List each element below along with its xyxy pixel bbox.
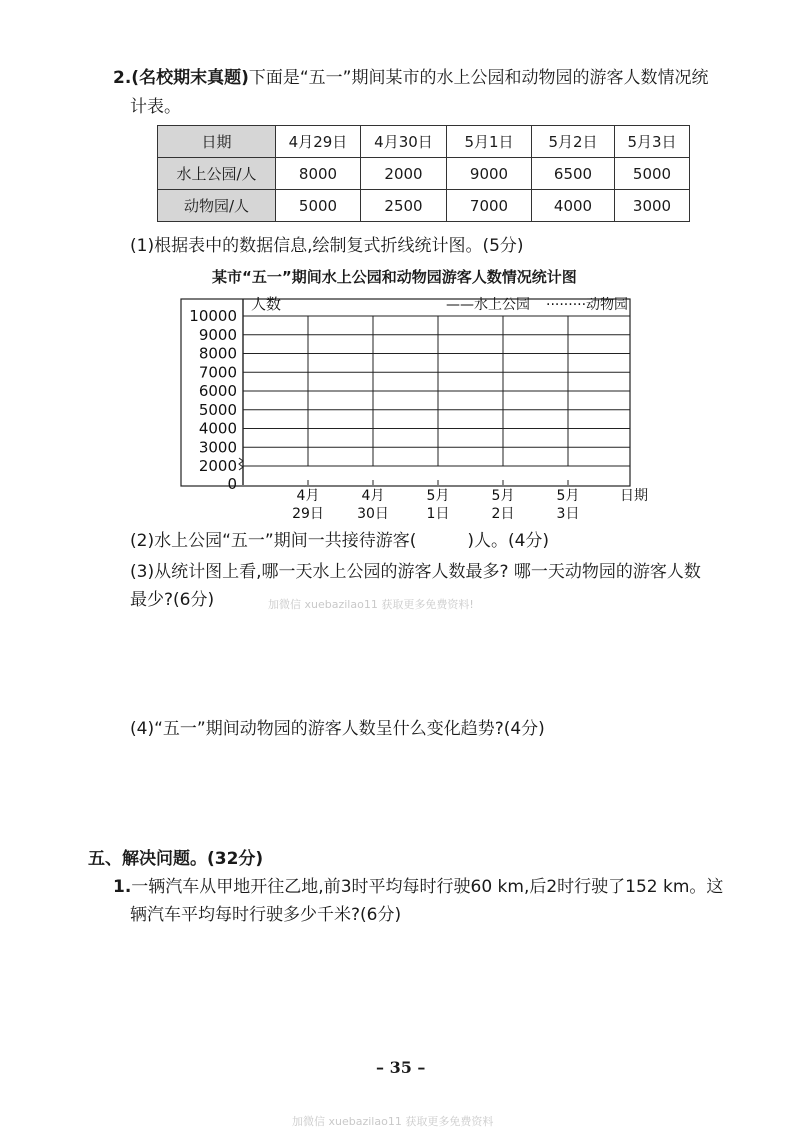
sub-question-1: (1)根据表中的数据信息,绘制复式折线统计图。(5分) bbox=[130, 236, 524, 256]
x-tick-label: 5月 bbox=[426, 488, 450, 504]
table-header-cell: 5月1日 bbox=[447, 126, 532, 158]
question-intro-line-2: 计表。 bbox=[130, 97, 181, 117]
table-cell: 3000 bbox=[615, 190, 690, 222]
watermark-footer: 加微信 xuebazilao11 获取更多免费资料 bbox=[292, 1115, 494, 1128]
chart-frame bbox=[181, 299, 630, 486]
sub-question-3-line-1: (3)从统计图上看,哪一天水上公园的游客人数最多? 哪一天动物园的游客人数 bbox=[130, 562, 701, 582]
x-tick-label: 3日 bbox=[556, 506, 580, 522]
y-tick-label: 6000 bbox=[198, 382, 237, 400]
legend-dotted-label: ·········动物园 bbox=[546, 297, 629, 313]
table-cell: 2000 bbox=[361, 158, 447, 190]
y-tick-label: 2000 bbox=[198, 457, 237, 475]
question-tag: (名校期末真题) bbox=[131, 68, 249, 88]
table-header-row bbox=[158, 126, 690, 158]
table-cell: 2500 bbox=[361, 190, 447, 222]
page-number: – 35 – bbox=[376, 1058, 426, 1077]
y-tick-label: 5000 bbox=[198, 400, 237, 419]
table-cell: 6500 bbox=[532, 158, 615, 190]
table-cell: 5000 bbox=[615, 158, 690, 190]
table-header-cell: 5月2日 bbox=[532, 126, 615, 158]
table-cell: 8000 bbox=[276, 158, 361, 190]
x-tick-label: 4月 bbox=[296, 488, 320, 504]
table-row-label: 水上公园/人 bbox=[158, 158, 276, 190]
problem-text: 一辆汽车从甲地开往乙地,前3时平均每时行驶60 km,后2时行驶了152 km。这 bbox=[131, 877, 724, 897]
y-tick-label: 8000 bbox=[198, 344, 237, 363]
question-number: 2. bbox=[113, 68, 132, 88]
x-tick-label: 1日 bbox=[426, 506, 450, 522]
y-tick-label: 4000 bbox=[198, 419, 237, 438]
problem-number: 1. bbox=[113, 877, 132, 897]
table-cell: 9000 bbox=[447, 158, 532, 190]
sub-question-2: (2)水上公园“五一”期间一共接待游客( )人。(4分) bbox=[130, 531, 550, 551]
x-tick-label: 5月 bbox=[491, 488, 515, 504]
table-header-cell: 4月30日 bbox=[361, 126, 447, 158]
axis-break-mark bbox=[239, 458, 243, 470]
x-tick-label: 5月 bbox=[556, 488, 580, 504]
y-tick-label: 10000 bbox=[189, 307, 237, 325]
x-tick-label: 2日 bbox=[491, 506, 515, 522]
y-tick-label: 7000 bbox=[198, 363, 237, 382]
sub-question-4: (4)“五一”期间动物园的游客人数呈什么变化趋势?(4分) bbox=[130, 719, 545, 739]
question-2-line-1 bbox=[113, 68, 708, 89]
sub-question-3-line-2: 最少?(6分) bbox=[130, 590, 215, 610]
table-header-cell: 5月3日 bbox=[615, 126, 690, 158]
table-cell: 4000 bbox=[532, 190, 615, 222]
table-header-cell: 4月29日 bbox=[276, 126, 361, 158]
legend-solid-label: ——水上公园 bbox=[446, 297, 530, 313]
table-cell: 5000 bbox=[276, 190, 361, 222]
x-tick-label: 30日 bbox=[357, 506, 389, 522]
table-row bbox=[158, 190, 690, 222]
y-tick-label: 0 bbox=[227, 475, 237, 493]
problem-1-line-1 bbox=[113, 877, 723, 898]
visitor-stats-table bbox=[157, 125, 690, 222]
watermark-text: 加微信 xuebazilao11 获取更多免费资料! bbox=[268, 598, 474, 611]
question-intro: 下面是“五一”期间某市的水上公园和动物园的游客人数情况统 bbox=[248, 68, 709, 88]
y-tick-label: 9000 bbox=[198, 325, 237, 344]
section-5-title: 五、解决问题。(32分) bbox=[88, 849, 264, 869]
table-cell: 7000 bbox=[447, 190, 532, 222]
y-axis-label: 人数 bbox=[251, 295, 282, 313]
y-tick-label: 3000 bbox=[198, 438, 237, 457]
x-tick-label: 4月 bbox=[361, 488, 385, 504]
table-row bbox=[158, 158, 690, 190]
x-axis-label: 日期 bbox=[620, 488, 648, 504]
table-header-cell: 日期 bbox=[158, 126, 276, 158]
x-tick-label: 29日 bbox=[292, 506, 324, 522]
table-row-label: 动物园/人 bbox=[158, 190, 276, 222]
problem-1-line-2: 辆汽车平均每时行驶多少千米?(6分) bbox=[130, 905, 402, 925]
chart-title: 某市“五一”期间水上公园和动物园游客人数情况统计图 bbox=[212, 268, 577, 286]
